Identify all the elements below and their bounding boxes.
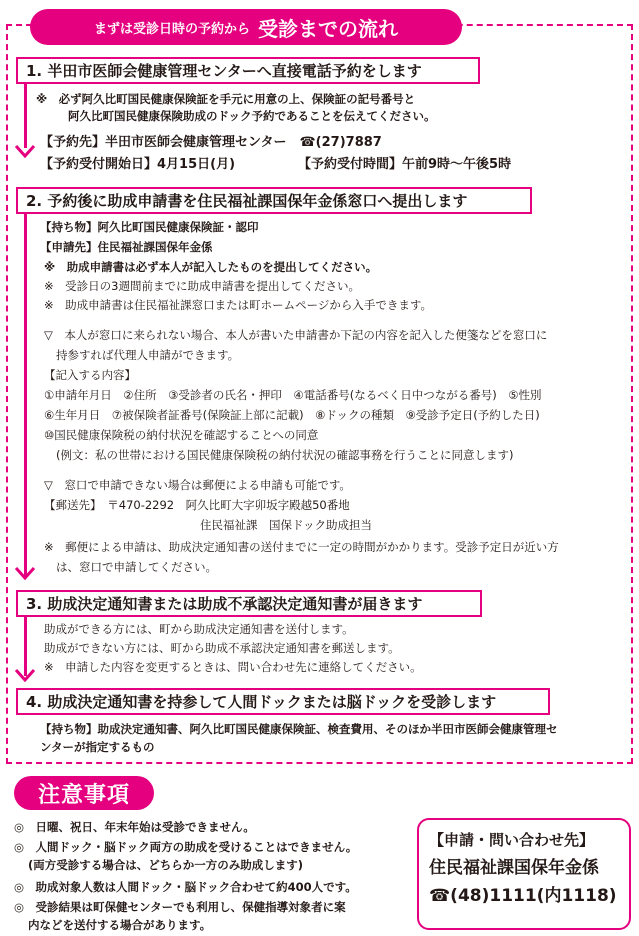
step2-line: ▽ 窓口で申請できない場合は郵便による申請も可能です。 <box>44 478 351 492</box>
step2-line: 【記入する内容】 <box>44 368 136 382</box>
step1-note2: 阿久比町国民健康保険助成のドック予約であることを伝えてください。 <box>68 109 436 123</box>
connector-3 <box>24 614 27 676</box>
step2-line: ⑥生年月日 ⑦被保険者証番号(保険証上部に記載) ⑧ドックの種類 ⑨受診予定日(予約した日) <box>44 408 540 422</box>
banner-pre: まずは受診日時の予約から <box>93 21 250 37</box>
step3-line: 助成ができない方には、町から助成不承認決定通知書を郵送します。 <box>44 641 400 655</box>
notice-item: ◎ 人間ドック・脳ドック両方の助成を受けることはできません。 <box>14 840 358 854</box>
notice-item: ◎ 受診結果は町保健センターでも利用し、保健指導対象者に案 <box>14 900 346 914</box>
step3-line: ※ 申請した内容を変更するときは、問い合わせ先に連絡してください。 <box>44 660 422 674</box>
step2-line: 【持ち物】阿久比町国民健康保険証・認印 <box>40 220 259 234</box>
step4-line1: 【持ち物】助成決定通知書、阿久比町国民健康保険証、検査費用、そのほか半田市医師会健康管理セ <box>40 722 558 736</box>
step2-heading: 2. 予約後に助成申請書を住民福祉課国保年金係窓口へ提出します <box>16 187 532 214</box>
notice-item: 内などを送付する場合があります。 <box>28 918 212 932</box>
flow-banner <box>30 9 462 45</box>
banner-title: 受診までの流れ <box>258 16 398 41</box>
step2-line: 住民福祉課 国保ドック助成担当 <box>200 518 373 532</box>
arrow-down-icon <box>14 668 36 682</box>
contact-box <box>417 818 631 930</box>
step2-line: 持参すれば代理人申請ができます。 <box>56 348 240 362</box>
step2-line: 【郵送先】 〒470-2292 阿久比町大字卯坂字殿越50番地 <box>44 498 350 512</box>
step4-heading: 4. 助成決定通知書を持参して人間ドックまたは脳ドックを受診します <box>16 688 550 715</box>
step2-line: ※ 郵便による申請は、助成決定通知書の送付までに一定の時間がかかります。受診予定日が近い方 <box>44 540 559 554</box>
step2-line: ▽ 本人が窓口に来られない場合、本人が書いた申請書か下記の内容を記入した便箋などを窓口に <box>44 328 548 342</box>
step1-heading: 1. 半田市医師会健康管理センターへ直接電話予約をします <box>16 57 480 84</box>
step2-line: は、窓口で申請してください。 <box>56 560 217 574</box>
step2-line: ※ 助成申請書は必ず本人が記入したものを提出してください。 <box>44 260 378 274</box>
step1-contact: 【予約先】半田市医師会健康管理センター ☎(27)7887 <box>40 135 382 150</box>
step1-hours: 【予約受付時間】午前9時～午後5時 <box>298 157 512 172</box>
step4-line2: ンターが指定するもの <box>40 740 155 754</box>
step2-line: ⑩国民健康保険税の納付状況を確認することへの同意 <box>44 428 319 442</box>
step2-line: ※ 受診日の3週間前までに助成申請書を提出してください。 <box>44 279 360 293</box>
contact-phone: ☎(48)1111(内1118) <box>429 886 617 906</box>
arrow-down-icon <box>14 566 36 580</box>
notice-item: ◎ 日曜、祝日、年末年始は受診できません。 <box>14 820 255 834</box>
connector-2 <box>24 212 27 576</box>
step2-line: 【申請先】住民福祉課国保年金係 <box>40 240 213 254</box>
step3-line: 助成ができる方には、町から助成決定通知書を送付します。 <box>44 622 354 636</box>
step2-line: ①申請年月日 ②住所 ③受診者の氏名・押印 ④電話番号(なるべく日中つながる番号) ⑤性別 <box>44 388 542 402</box>
step2-line: ※ 助成申請書は住民福祉課窓口または町ホームページから入手できます。 <box>44 298 432 312</box>
step2-line: (例文：私の世帯における国民健康保険税の納付状況の確認事務を行うことに同意します) <box>56 448 514 462</box>
notice-item: (両方受診する場合は、どちらか一方のみ助成します) <box>28 858 304 872</box>
contact-title: 【申請・問い合わせ先】 <box>429 831 595 849</box>
step1-note1: ※ 必ず阿久比町国民健康保険証を手元に用意の上、保険証の記号番号と <box>36 92 416 106</box>
contact-office: 住民福祉課国保年金係 <box>429 858 599 878</box>
step3-heading: 3. 助成決定通知書または助成不承認決定通知書が届きます <box>16 590 482 617</box>
notice-item: ◎ 助成対象人数は人間ドック・脳ドック合わせて約400人です。 <box>14 880 357 894</box>
step1-start: 【予約受付開始日】4月15日(月) <box>40 157 236 172</box>
arrow-down-icon <box>14 144 36 158</box>
connector-1 <box>24 82 27 148</box>
notice-title: 注意事項 <box>14 776 154 810</box>
